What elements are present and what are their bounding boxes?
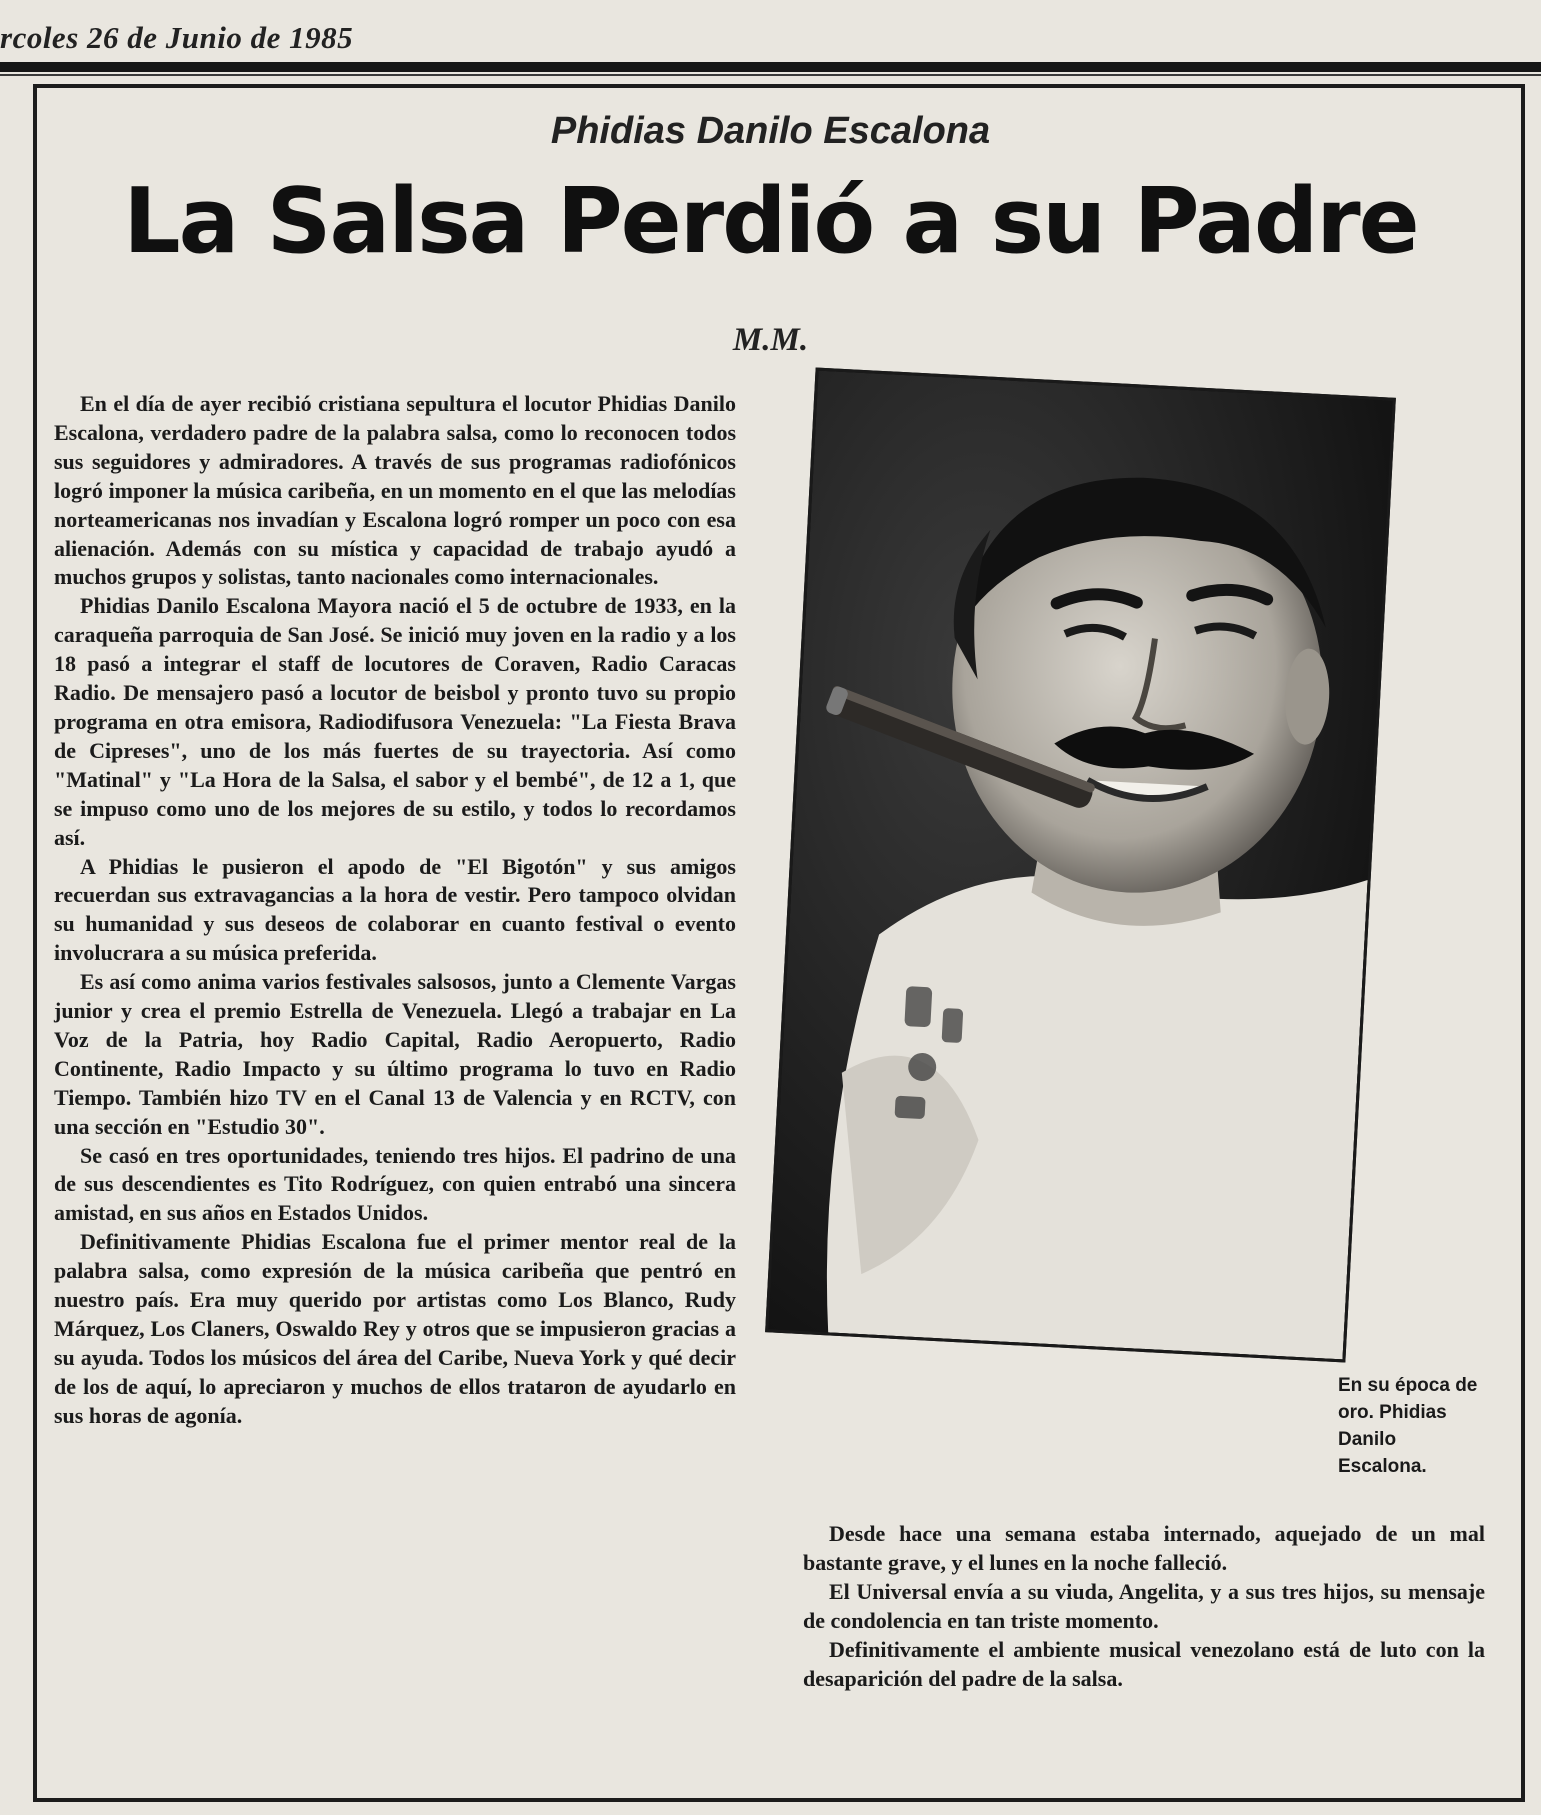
dateline: rcoles 26 de Junio de 1985 bbox=[0, 20, 354, 55]
paragraph: Definitivamente Phidias Escalona fue el primer mentor real de la palabra salsa, como expresión de la música caribeña que pentró en nuestro país. Era muy querido por artistas como Los Blanco, Rudy Márquez, Los Claners, Oswaldo Rey y otros que se impusieron gracias a su ayuda. Todos los músicos del área del Caribe, Nueva York y qué decir de los de aquí, lo apreciaron y muchos de ellos trataron de ayudarlo en sus horas de agonía. bbox=[54, 1229, 736, 1428]
top-rule bbox=[0, 62, 1541, 72]
paragraph: Desde hace una semana estaba internado, aquejado de un mal bastante grave, y el lunes en la noche falleció. bbox=[803, 1521, 1485, 1575]
right-column bbox=[803, 1520, 1485, 1693]
paragraph: Es así como anima varios festivales salsosos, junto a Clemente Vargas junior y crea el premio Estrella de Venezuela. Llegó a trabajar en La Voz de la Patria, hoy Radio Capital, Radio Aeropuerto, Radio Continente, Radio Impacto y su último programa lo tuvo en Radio Tiempo. También hizo TV en el Canal 13 de Valencia y en RCTV, con una sección en "Estudio 30". bbox=[54, 969, 736, 1139]
paragraph: En el día de ayer recibió cristiana sepultura el locutor Phidias Danilo Escalona, verdadero padre de la palabra salsa, como lo reconocen todos sus seguidores y admiradores. A través de sus programas radiofónicos logró imponer la música caribeña, en un momento en el que las melodías norteamericanas nos invadían y Escalona logró romper un poco con esa alienación. Además con su mística y capacidad de trabajo ayudó a muchos grupos y solistas, tanto nacionales como internacionales. bbox=[54, 391, 736, 590]
paragraph: A Phidias le pusieron el apodo de "El Bigotón" y sus amigos recuerdan sus extravagancias a la hora de vestir. Pero tampoco olvidan su humanidad y sus deseos de colaborar en cuanto festival o evento involucrara a su música preferida. bbox=[54, 853, 736, 966]
top-rule-thin bbox=[0, 74, 1541, 76]
article-kicker: Phidias Danilo Escalona bbox=[550, 110, 991, 152]
left-column bbox=[54, 390, 736, 1431]
portrait-photo bbox=[765, 367, 1396, 1362]
paragraph: Phidias Danilo Escalona Mayora nació el 5 de octubre de 1933, en la caraqueña parroquia de San José. Se inició muy joven en la radio y a los 18 pasó a integrar el staff de locutores de Coraven, Radio Caracas Radio. De mensajero pasó a locutor de beisbol y pronto tuvo su propio programa en otra emisora, Radiodifusora Venezuela: "La Fiesta Brava de Cipreses", uno de los más fuertes de su trayectoria. Así como "Matinal" y "La Hora de la Salsa, el sabor y el bembé", de 12 a 1, que se impuso como uno de los mejores de su estilo, y todos lo recordamos así. bbox=[54, 593, 736, 850]
photo-caption: En su época de oro. Phidias Danilo Escalona. bbox=[1338, 1375, 1478, 1477]
paragraph: El Universal envía a su viuda, Angelita, y a sus tres hijos, su mensaje de condolencia en tan triste momento. bbox=[803, 1578, 1485, 1633]
paragraph: Se casó en tres oportunidades, teniendo tres hijos. El padrino de una de sus descendientes es Tito Rodríguez, con quien entrabó una sincera amistad, en sus años en Estados Unidos. bbox=[54, 1142, 736, 1226]
portrait-photo-illustration bbox=[768, 371, 1392, 1360]
article-headline: La Salsa Perdió a su Padre bbox=[123, 169, 1418, 274]
paragraph: Definitivamente el ambiente musical venezolano está de luto con la desaparición del padre de la salsa. bbox=[803, 1636, 1485, 1691]
article-byline: M.M. bbox=[732, 322, 809, 358]
